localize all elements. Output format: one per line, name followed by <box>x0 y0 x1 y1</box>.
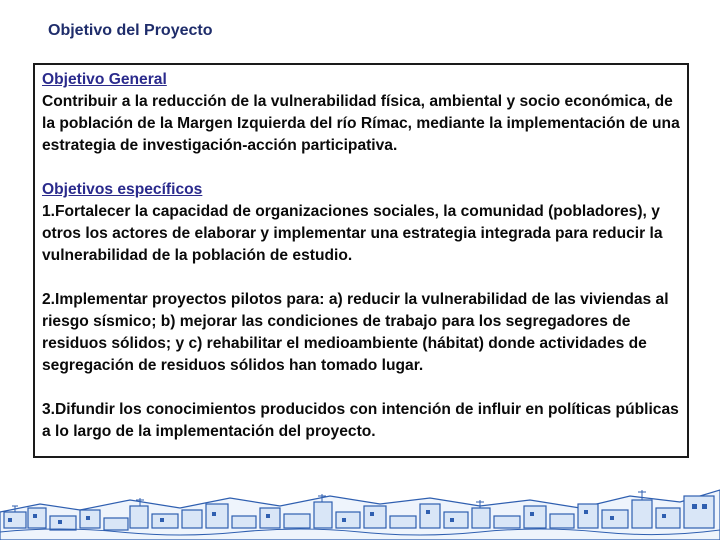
specific-objective-3: 3.Difundir los conocimientos producidos con intención de influir en políticas públicas a lo largo de la implementación del proyecto. <box>42 401 679 440</box>
specific-objectives-heading: Objetivos específicos <box>42 181 203 198</box>
specific-objective-1: 1.Fortalecer la capacidad de organizaciones sociales, la comunidad (pobladores), y otros los actores de elaborar y implementar una estrategia integrada para reducir la vulnerabilidad de la población de estudio. <box>42 203 663 264</box>
general-objective-text: Contribuir a la reducción de la vulnerabilidad física, ambiental y socio económica, de la población de la Margen Izquierda del río Rímac, mediante la implementación de una estrategia de investigación-acción participativa. <box>42 93 680 154</box>
spacer <box>42 157 680 179</box>
spacer <box>42 267 680 289</box>
specific-objective-2: 2.Implementar proyectos pilotos para: a) reducir la vulnerabilidad de las viviendas al riesgo sísmico; b) mejorar las condiciones de trabajo para los segregadores de residuos sólidos; y c) rehabilitar el medioambiente (hábitat) donde actividades de segregación de residuos sólidos han tomado lugar. <box>42 291 669 374</box>
general-objective-heading: Objetivo General <box>42 71 167 88</box>
objectives-box <box>33 63 689 458</box>
slide-title: Objetivo del Proyecto <box>48 22 213 39</box>
spacer <box>42 377 680 399</box>
hillside-houses-illustration <box>0 460 720 540</box>
